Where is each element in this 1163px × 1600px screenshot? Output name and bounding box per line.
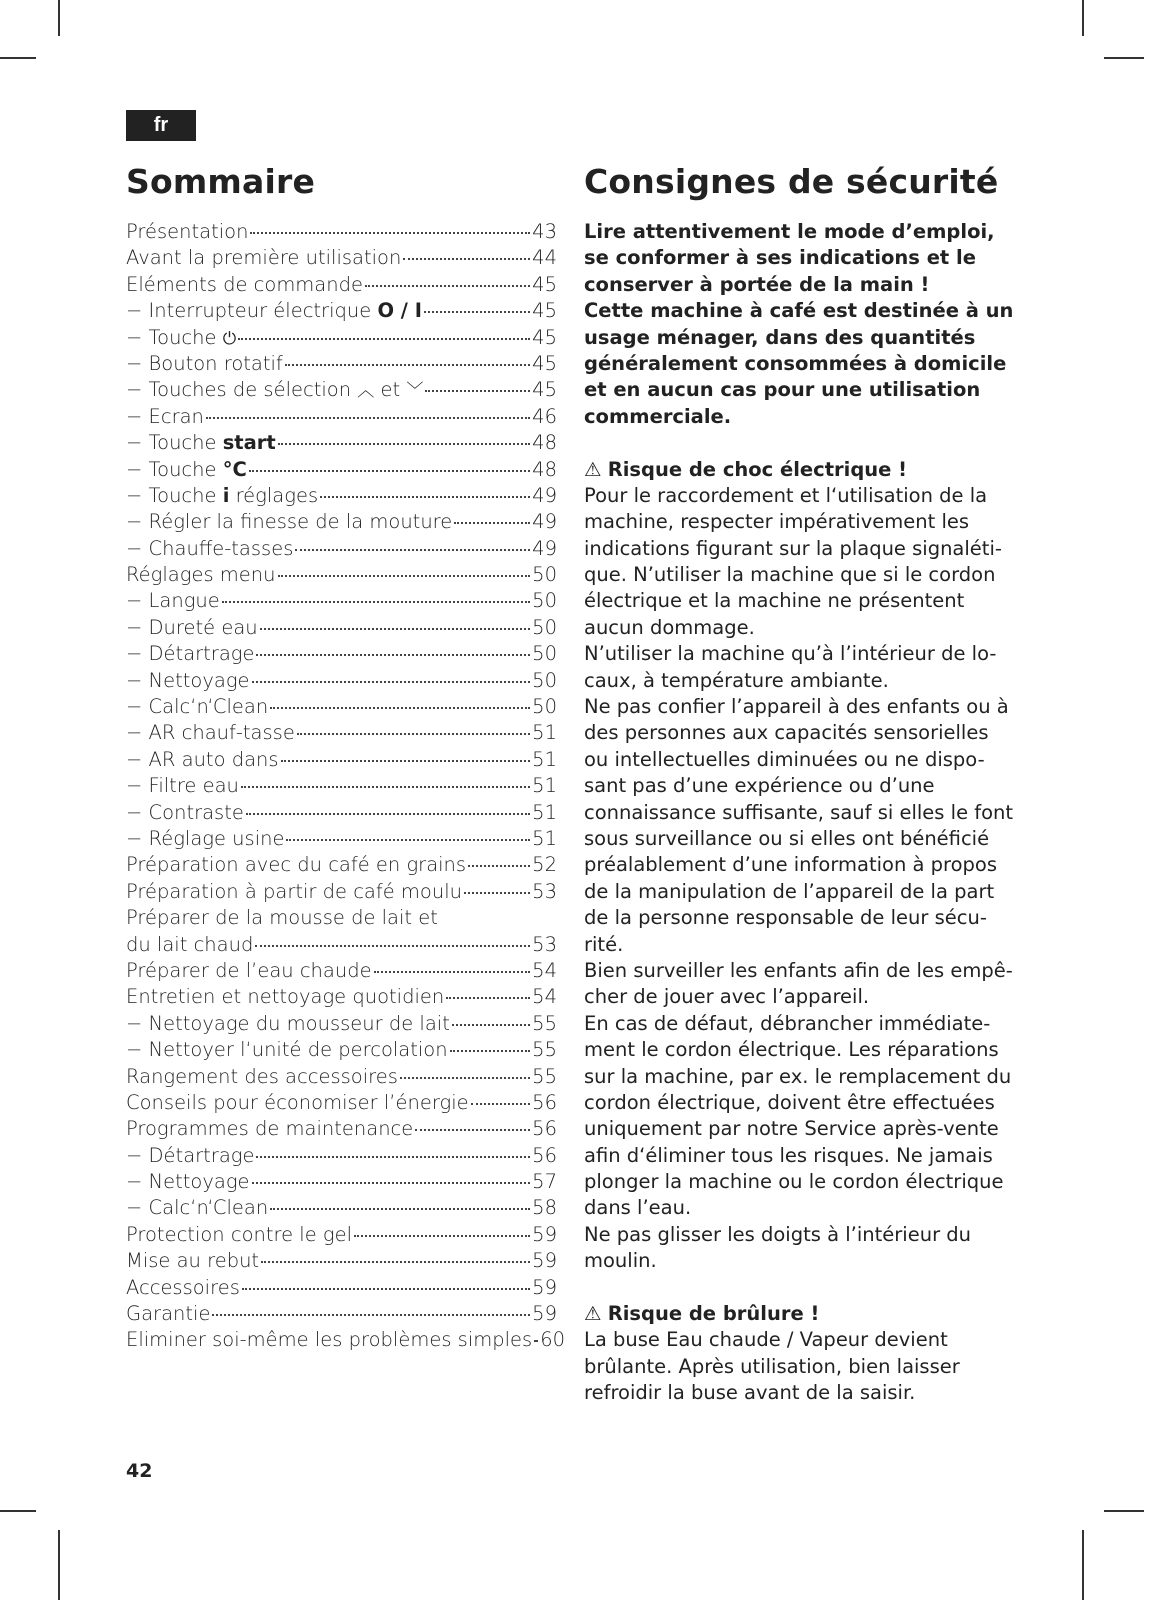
toc-page-number: 54 xyxy=(532,985,557,1009)
toc-entry-label xyxy=(126,668,250,694)
toc-entry-label xyxy=(126,245,401,271)
toc-label-part: − Régler la finesse de la mouture xyxy=(126,510,453,534)
toc-entry-label xyxy=(126,800,244,826)
dot-leader xyxy=(450,1050,531,1052)
toc-entry xyxy=(126,615,557,641)
warning-heading xyxy=(584,1301,1024,1327)
toc-entry xyxy=(126,1143,557,1169)
dot-leader xyxy=(452,1024,530,1026)
toc-entry xyxy=(126,272,557,298)
body-line: N’utiliser la machine qu’à l’intérieur de lo- xyxy=(584,642,997,666)
dot-leader xyxy=(365,285,530,287)
toc-label-part: Rangement des accessoires xyxy=(126,1064,398,1088)
intro-line: commerciale. xyxy=(584,404,732,428)
toc-page-number: 51 xyxy=(532,747,557,771)
intro-line: généralement consommées à domicile xyxy=(584,351,1007,375)
toc-page-number: 55 xyxy=(532,1064,557,1088)
toc-entry xyxy=(126,536,557,562)
dot-leader xyxy=(320,496,530,498)
dot-leader xyxy=(415,1129,530,1131)
dot-leader xyxy=(354,1235,530,1237)
dot-leader xyxy=(246,813,530,815)
toc-label-part: − Touche xyxy=(126,325,223,349)
toc-page-number: 60 xyxy=(540,1328,566,1352)
body-line: refroidir la buse avant de la saisir. xyxy=(584,1381,916,1405)
language-tab: fr xyxy=(126,110,196,141)
toc-entry xyxy=(126,1090,557,1116)
dot-leader xyxy=(471,1103,531,1105)
toc-entry-label xyxy=(126,773,239,799)
toc-entry-label xyxy=(126,615,258,641)
toc-page-number: 48 xyxy=(532,457,557,481)
toc-entry-label xyxy=(126,694,268,720)
toc-entry xyxy=(126,377,557,403)
toc-entry xyxy=(126,694,557,720)
body-line: uniquement par notre Service après-vente xyxy=(584,1117,999,1141)
toc-page-number: 45 xyxy=(532,351,557,375)
toc-label-part: Préparer de la mousse de lait et xyxy=(126,906,438,930)
toc-entry-label xyxy=(126,1301,210,1327)
intro-line: et en aucun cas pour une utilisation xyxy=(584,378,981,402)
dot-leader xyxy=(260,628,531,630)
toc-entry-label xyxy=(126,430,276,456)
toc-label-part: − Touche xyxy=(126,431,223,455)
toc-page-number: 51 xyxy=(532,800,557,824)
toc-entry xyxy=(126,509,557,535)
toc-label-part: − Nettoyage du mousseur de lait xyxy=(126,1011,450,1035)
toc-page-number: 51 xyxy=(532,826,557,850)
toc-label-part: Préparation avec du café en grains xyxy=(126,853,467,877)
body-line: dans l’eau. xyxy=(584,1196,692,1220)
toc-entry xyxy=(126,668,557,694)
body-line: Bien surveiller les enfants afin de les empê- xyxy=(584,958,1013,982)
toc-label-part: Accessoires xyxy=(126,1275,240,1299)
toc-entry xyxy=(126,457,557,483)
body-line: cordon électrique, doivent être effectuées xyxy=(584,1090,995,1114)
safety-title: Consignes de sécurité xyxy=(584,162,999,201)
dot-leader xyxy=(468,865,530,867)
toc-label-part: − Détartrage xyxy=(126,642,255,666)
toc-label-part: et xyxy=(374,378,407,402)
toc-label-part: Protection contre le gel xyxy=(126,1222,353,1246)
toc-label-part: − Touches de sélection xyxy=(126,378,358,402)
body-line: brûlante. Après utilisation, bien laisser xyxy=(584,1354,960,1378)
dot-leader xyxy=(425,390,530,392)
warning-heading-text: Risque de brûlure ! xyxy=(607,1302,820,1326)
toc-label-part: °C xyxy=(222,457,247,481)
dot-leader xyxy=(270,1208,530,1210)
toc-entry xyxy=(126,1064,557,1090)
dot-leader xyxy=(252,1182,531,1184)
toc-entry xyxy=(126,245,557,271)
dot-leader xyxy=(241,786,530,788)
dot-leader xyxy=(255,945,530,947)
dot-leader xyxy=(261,1261,530,1263)
toc-entry xyxy=(126,641,557,667)
body-line: ou intellectuelles diminuées ou ne dispo- xyxy=(584,747,985,771)
body-line: ment le cordon électrique. Les réparations xyxy=(584,1038,999,1062)
toc-entry-label xyxy=(126,351,283,377)
body-line: sant pas d’une expérience ou d’une xyxy=(584,774,935,798)
page-number: 42 xyxy=(126,1460,153,1482)
toc-entry xyxy=(126,932,557,958)
dot-leader xyxy=(400,1077,530,1079)
crop-mark xyxy=(1082,1530,1084,1600)
dot-leader xyxy=(403,258,530,260)
body-line: aucun dommage. xyxy=(584,615,755,639)
toc-page-number: 50 xyxy=(532,642,557,666)
toc-page-number: 50 xyxy=(532,615,557,639)
toc-entry xyxy=(126,773,557,799)
crop-mark xyxy=(0,57,36,59)
dot-leader xyxy=(278,443,530,445)
toc-label-part: Eléments de commande xyxy=(126,272,363,296)
toc-entry-label xyxy=(126,826,284,852)
toc-page-number: 56 xyxy=(532,1117,557,1141)
dot-leader xyxy=(446,997,530,999)
dot-leader xyxy=(249,470,530,472)
toc-entry-label xyxy=(126,483,318,509)
dot-leader xyxy=(250,232,530,234)
toc-entry xyxy=(126,1275,557,1301)
body-line: Ne pas glisser les doigts à l’intérieur du xyxy=(584,1222,972,1246)
toc-entry xyxy=(126,351,557,377)
toc-entry-label xyxy=(126,562,276,588)
safety-instructions xyxy=(584,219,1024,1407)
toc-entry-label xyxy=(126,905,438,931)
toc-label-part: − Langue xyxy=(126,589,220,613)
toc-entry-label xyxy=(126,1248,259,1274)
toc-label-part: − Nettoyage xyxy=(126,1170,250,1194)
body-line: de la personne responsable de leur sécu- xyxy=(584,906,987,930)
toc-page-number: 53 xyxy=(532,879,557,903)
toc-label-part: Programmes de maintenance xyxy=(126,1117,414,1141)
intro-line: Lire attentivement le mode d’emploi, xyxy=(584,220,995,243)
toc-entry-label xyxy=(126,509,452,535)
toc-page-number: 51 xyxy=(532,774,557,798)
toc-page-number: 44 xyxy=(532,246,557,270)
crop-mark xyxy=(1104,1510,1144,1512)
chevron-up-icon: ︿ xyxy=(357,381,375,402)
toc-page-number: 45 xyxy=(532,272,557,296)
toc-entry-label xyxy=(126,588,220,614)
dot-leader xyxy=(534,1340,538,1342)
toc-page-number: 59 xyxy=(532,1222,557,1246)
toc-entry-label xyxy=(126,1116,413,1142)
toc-label-part: − Contraste xyxy=(126,800,244,824)
toc-label-part: − Touche xyxy=(126,483,223,507)
toc-label-part: Conseils pour économiser l’énergie xyxy=(126,1090,469,1114)
toc-page-number: 50 xyxy=(532,563,557,587)
toc-entry xyxy=(126,404,557,430)
crop-mark xyxy=(58,1530,60,1600)
intro-line: usage ménager, dans des quantités xyxy=(584,325,976,349)
toc-entry xyxy=(126,826,557,852)
body-line: préalablement d’une information à propos xyxy=(584,853,998,877)
dot-leader xyxy=(206,417,530,419)
toc-label-part: − AR auto dans xyxy=(126,747,279,771)
toc-entry xyxy=(126,1301,557,1327)
intro-line: conserver à portée de la main ! xyxy=(584,272,930,296)
toc-label-part: − Réglage usine xyxy=(126,826,285,850)
toc-label-part: − Calc‘n‘Clean xyxy=(126,1196,269,1220)
toc-entry-label xyxy=(126,879,462,905)
dot-leader xyxy=(256,1156,530,1158)
toc-entry xyxy=(126,1327,566,1353)
toc-entry xyxy=(126,430,557,456)
toc-entry xyxy=(126,984,557,1010)
toc-label-part: − Calc‘n‘Clean xyxy=(126,695,269,719)
toc-entry-label xyxy=(126,1275,240,1301)
dot-leader xyxy=(212,1314,530,1316)
toc-entry xyxy=(126,852,557,878)
toc-label-part: réglages xyxy=(229,483,319,507)
toc-entry-label xyxy=(126,272,363,298)
toc-entry xyxy=(126,1169,557,1195)
body-line: que. N’utiliser la machine que si le cordon xyxy=(584,563,996,587)
toc-label-part: − Ecran xyxy=(126,404,204,428)
toc-page-number: 57 xyxy=(532,1170,557,1194)
toc-label-part: i xyxy=(222,483,230,507)
toc-page-number: 46 xyxy=(532,404,557,428)
toc-label-part: Entretien et nettoyage quotidien xyxy=(126,985,445,1009)
body-line: de la manipulation de l’appareil de la part xyxy=(584,879,995,903)
toc-entry xyxy=(126,1011,557,1037)
toc-page-number: 54 xyxy=(532,958,557,982)
dot-leader xyxy=(222,601,530,603)
toc-label-part: − Interrupteur électrique xyxy=(126,299,378,323)
toc-entry-label xyxy=(126,1169,250,1195)
toc-label-part: Eliminer soi-même les problèmes simples xyxy=(126,1328,533,1352)
toc-page-number: 59 xyxy=(532,1302,557,1326)
toc-label-part: Avant la première utilisation xyxy=(126,246,402,270)
toc-page-number: 49 xyxy=(532,536,557,560)
toc-page-number: 55 xyxy=(532,1038,557,1062)
body-line: plonger la machine ou le cordon électrique xyxy=(584,1170,1004,1194)
toc-label-part: − Nettoyer l‘unité de percolation xyxy=(126,1038,448,1062)
body-line: machine, respecter impérativement les xyxy=(584,510,970,534)
toc-page-number: 45 xyxy=(532,378,557,402)
toc-entry-label xyxy=(126,1090,469,1116)
toc-label-part: Garantie xyxy=(126,1302,211,1326)
body-line: cher de jouer avec l’appareil. xyxy=(584,985,870,1009)
dot-leader xyxy=(464,892,530,894)
toc-entry xyxy=(126,958,557,984)
toc-label-part: O / I xyxy=(377,299,422,323)
toc-label-part: Préparer de l’eau chaude xyxy=(126,958,372,982)
toc-label-part: − Nettoyage xyxy=(126,668,250,692)
toc-title: Sommaire xyxy=(126,162,316,201)
toc-entry xyxy=(126,1116,557,1142)
dot-leader xyxy=(374,971,531,973)
toc-label-part: − Dureté eau xyxy=(126,615,258,639)
power-icon: ⏻ xyxy=(222,328,237,349)
body-line: connaissance suffisante, sauf si elles le font xyxy=(584,800,1014,824)
toc-page-number: 56 xyxy=(532,1090,557,1114)
body-line: sur la machine, par ex. le remplacement du xyxy=(584,1064,1012,1088)
toc-entry-label xyxy=(126,219,248,245)
body-line: sous surveillance ou si elles ont bénéficié xyxy=(584,826,990,850)
toc-entry-label xyxy=(126,1222,352,1248)
toc-entry-label xyxy=(126,1064,398,1090)
toc-entry xyxy=(126,562,557,588)
toc-entry-label xyxy=(126,747,279,773)
intro-line: se conformer à ses indications et le xyxy=(584,246,976,270)
dot-leader xyxy=(297,733,530,735)
warning-triangle-icon: ⚠ xyxy=(584,457,608,481)
toc-label-part: − Chauffe-tasses xyxy=(126,536,294,560)
dot-leader xyxy=(454,522,530,524)
toc-entry-label xyxy=(126,932,253,958)
crop-mark xyxy=(1104,57,1144,59)
toc-page-number: 48 xyxy=(532,431,557,455)
dot-leader xyxy=(281,760,531,762)
dot-leader xyxy=(256,654,530,656)
toc-label-part: − AR chauf-tasse xyxy=(126,721,295,745)
toc-entry-label xyxy=(126,1011,450,1037)
toc-entry-label xyxy=(126,377,423,404)
toc-label-part: start xyxy=(222,431,276,455)
body-line: indications figurant sur la plaque signaléti- xyxy=(584,536,1002,560)
toc-entry-label xyxy=(126,1037,448,1063)
toc-page-number: 50 xyxy=(532,668,557,692)
crop-mark xyxy=(1082,0,1084,36)
toc-entry xyxy=(126,720,557,746)
toc-label-part: − Détartrage xyxy=(126,1143,255,1167)
body-line: En cas de défaut, débrancher immédiate- xyxy=(584,1011,991,1035)
warning-triangle-icon: ⚠ xyxy=(584,1302,608,1326)
dot-leader xyxy=(295,549,530,551)
toc-label-part: − Touche xyxy=(126,457,223,481)
toc-entry xyxy=(126,298,557,324)
body-line: rité. xyxy=(584,932,624,956)
body-line: afin d‘éliminer tous les risques. Ne jamais xyxy=(584,1143,993,1167)
toc-entry-label xyxy=(126,298,422,324)
toc-page-number: 50 xyxy=(532,589,557,613)
toc-label-part: − Filtre eau xyxy=(126,774,239,798)
warning-heading-text: Risque de choc électrique ! xyxy=(607,457,908,481)
toc-entry xyxy=(126,905,557,931)
crop-mark xyxy=(0,1510,36,1512)
toc-page-number: 51 xyxy=(532,721,557,745)
toc-entry xyxy=(126,1248,557,1274)
body-line: Pour le raccordement et l‘utilisation de la xyxy=(584,483,988,507)
toc-page-number: 59 xyxy=(532,1275,557,1299)
body-line: moulin. xyxy=(584,1249,657,1273)
toc-page-number: 45 xyxy=(532,325,557,349)
toc-entry-label xyxy=(126,958,372,984)
body-line: Ne pas confier l’appareil à des enfants ou à xyxy=(584,695,1009,719)
toc-page-number: 53 xyxy=(532,932,557,956)
toc-entry-label xyxy=(126,641,254,667)
toc-entry-label xyxy=(126,1143,254,1169)
dot-leader xyxy=(252,681,531,683)
toc-entry-label xyxy=(126,404,204,430)
toc-label-part: Mise au rebut xyxy=(126,1249,260,1273)
table-of-contents xyxy=(126,219,566,1354)
body-line: des personnes aux capacités sensorielles xyxy=(584,721,989,745)
toc-label-part: − Bouton rotatif xyxy=(126,351,283,375)
toc-entry-label xyxy=(126,852,466,878)
toc-page-number: 59 xyxy=(532,1249,557,1273)
toc-label-part: du lait chaud xyxy=(126,932,254,956)
toc-page-number: 49 xyxy=(532,510,557,534)
toc-page-number: 45 xyxy=(532,299,557,323)
dot-leader xyxy=(424,311,530,313)
toc-page-number: 50 xyxy=(532,695,557,719)
body-line: La buse Eau chaude / Vapeur devient xyxy=(584,1328,948,1352)
toc-entry xyxy=(126,325,557,351)
intro-line: Cette machine à café est destinée à un xyxy=(584,299,1014,323)
dot-leader xyxy=(270,707,530,709)
toc-entry-label xyxy=(126,1327,532,1353)
body-line: électrique et la machine ne présentent xyxy=(584,589,965,613)
toc-entry-label xyxy=(126,457,247,483)
toc-entry xyxy=(126,219,557,245)
toc-entry-label xyxy=(126,984,444,1010)
toc-page-number: 52 xyxy=(532,853,557,877)
toc-entry-label xyxy=(126,325,236,352)
toc-label-part: Présentation xyxy=(126,220,249,243)
toc-entry xyxy=(126,588,557,614)
toc-label-part: Préparation à partir de café moulu xyxy=(126,879,462,903)
toc-label-part: Réglages menu xyxy=(126,563,276,587)
dot-leader xyxy=(286,839,530,841)
warning-heading xyxy=(584,457,1024,483)
toc-entry xyxy=(126,1222,557,1248)
toc-entry xyxy=(126,1195,557,1221)
toc-page-number: 55 xyxy=(532,1011,557,1035)
toc-entry xyxy=(126,879,557,905)
dot-leader xyxy=(285,364,530,366)
toc-entry xyxy=(126,747,557,773)
toc-entry-label xyxy=(126,720,295,746)
dot-leader xyxy=(238,338,530,340)
toc-entry xyxy=(126,800,557,826)
toc-page-number: 43 xyxy=(532,220,557,243)
toc-page-number: 49 xyxy=(532,483,557,507)
toc-page-number: 56 xyxy=(532,1143,557,1167)
body-line: caux, à température ambiante. xyxy=(584,668,889,692)
toc-entry-label xyxy=(126,1195,268,1221)
toc-entry-label xyxy=(126,536,293,562)
toc-entry xyxy=(126,483,557,509)
chevron-down-icon: ﹀ xyxy=(406,381,424,402)
toc-page-number: 58 xyxy=(532,1196,557,1220)
toc-entry xyxy=(126,1037,557,1063)
crop-mark xyxy=(58,0,60,36)
dot-leader xyxy=(278,575,531,577)
dot-leader xyxy=(242,1288,530,1290)
